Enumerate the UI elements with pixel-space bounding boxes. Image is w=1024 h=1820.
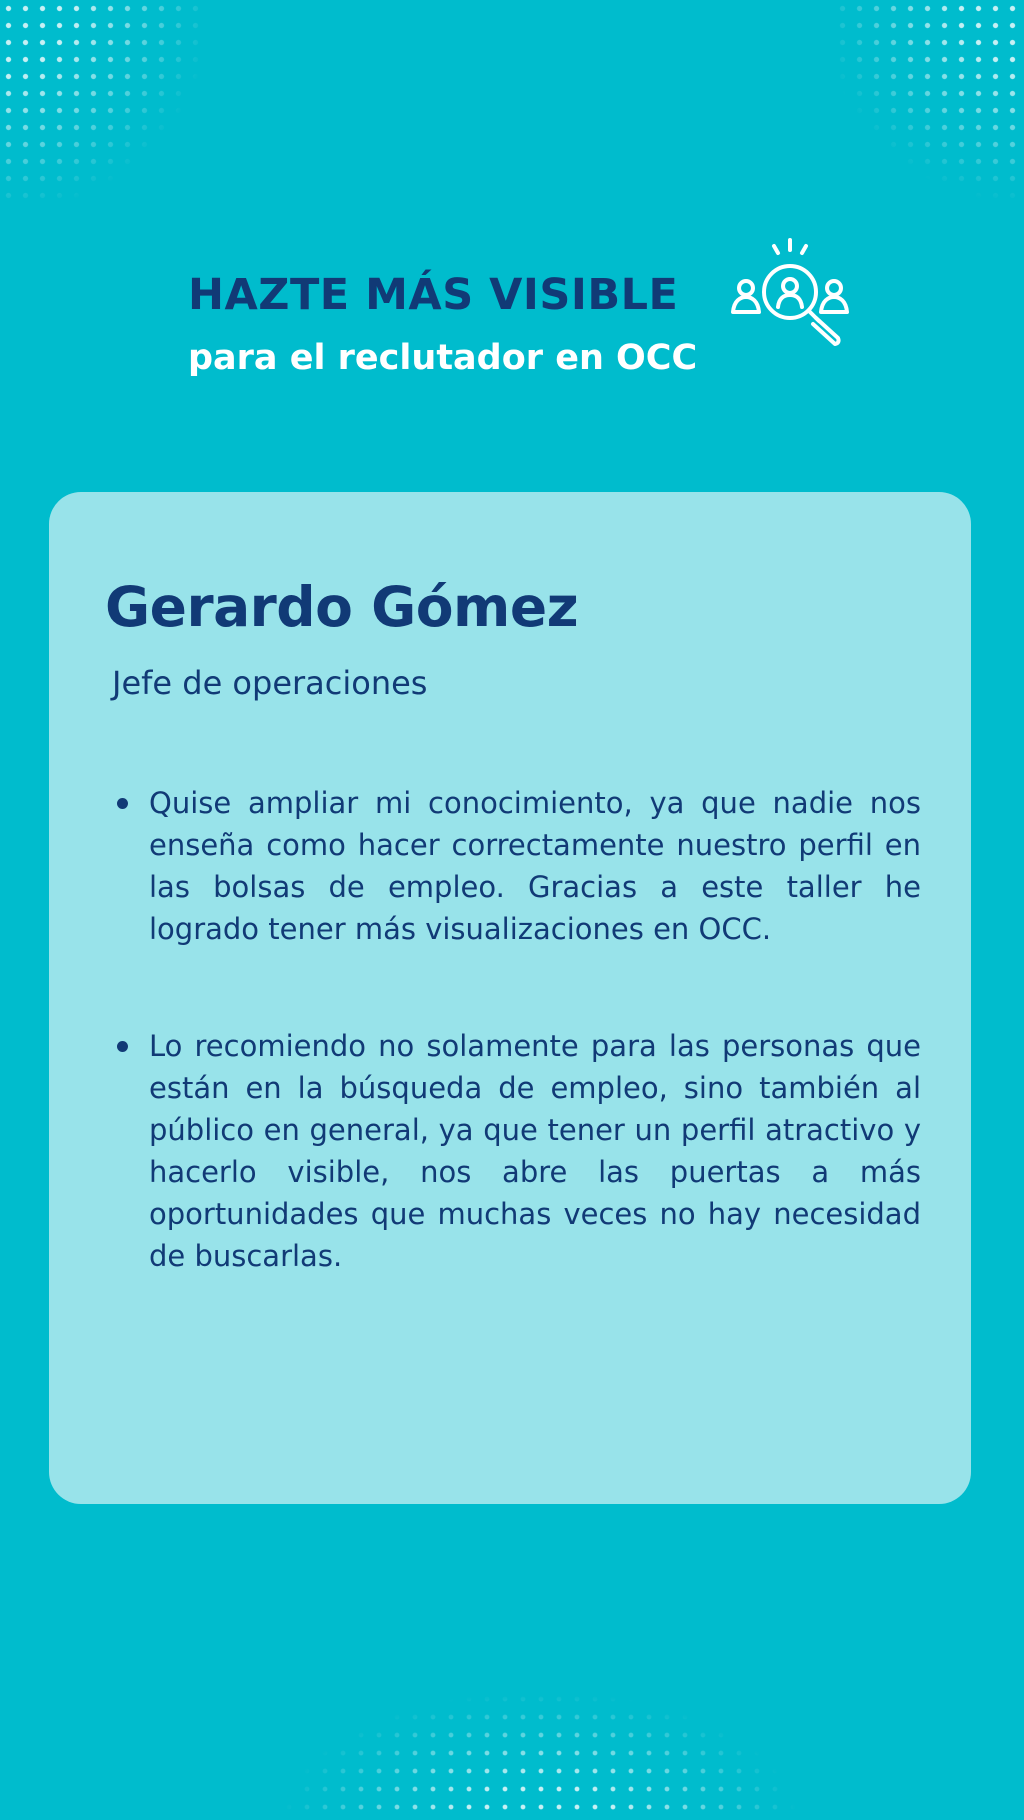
decorative-dots-bottom — [280, 1690, 800, 1820]
testimonial-text: Lo recomiendo no solamente para las personas que están en la búsqueda de empleo, sino también al público en general, ya que tener un perfil atractivo y hacerlo visible, nos abre las puertas a más oportunidades que muchas veces no hay necesidad de buscarlas. — [149, 1029, 921, 1273]
decorative-dots-top-left — [0, 0, 210, 210]
decorative-dots-top-right — [834, 0, 1024, 220]
header-title: HAZTE MÁS VISIBLE — [188, 270, 679, 320]
recruiter-search-icon — [726, 238, 854, 350]
person-name: Gerardo Gómez — [105, 575, 579, 639]
person-role: Jefe de operaciones — [112, 664, 428, 702]
header-subtitle: para el reclutador en OCC — [188, 338, 698, 378]
bullet-icon — [117, 798, 128, 809]
list-item — [113, 782, 921, 950]
list-item — [113, 1025, 921, 1277]
header — [188, 268, 868, 398]
testimonial-list — [113, 782, 921, 1277]
testimonial-card — [49, 492, 971, 1504]
testimonial-text: Quise ampliar mi conocimiento, ya que nadie nos enseña como hacer correctamente nuestro perfil en las bolsas de empleo. Gracias a este taller he logrado tener más visualizaciones en OCC. — [149, 786, 921, 946]
bullet-icon — [117, 1041, 128, 1052]
